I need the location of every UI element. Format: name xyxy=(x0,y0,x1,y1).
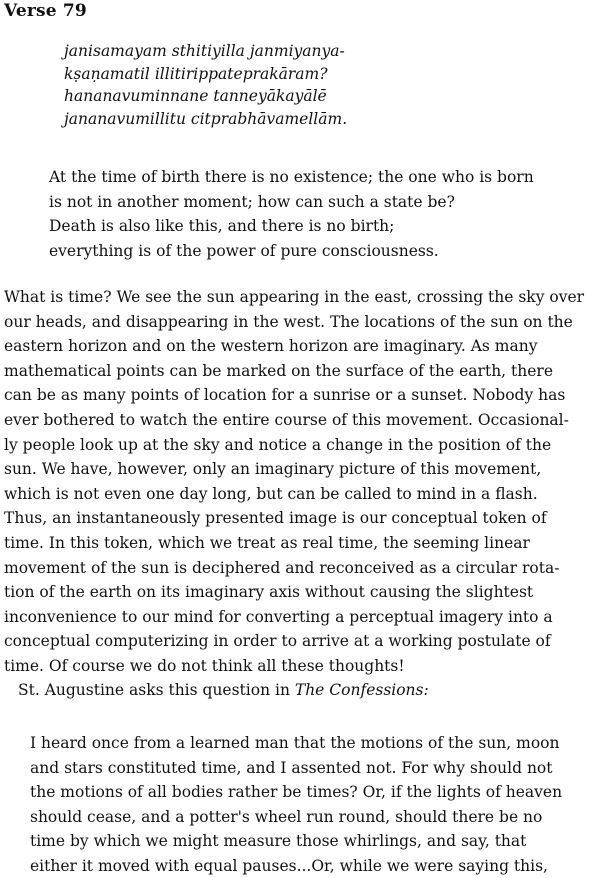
quote-line: either it moved with equal pauses...Or, while we were saying this, xyxy=(30,854,596,878)
block-quote xyxy=(30,731,596,878)
commentary-paragraph xyxy=(4,285,596,679)
commentary-line: ever bothered to watch the entire course of this movement. Occasional- xyxy=(4,408,596,433)
commentary-line: time. In this token, which we treat as real time, the seeming linear xyxy=(4,531,596,556)
translation-line: Death is also like this, and there is no birth; xyxy=(49,214,594,239)
commentary-line: eastern horizon and on the western horizon are imaginary. As many xyxy=(4,334,596,359)
commentary-line: ly people look up at the sky and notice a change in the position of the xyxy=(4,433,596,458)
verse-line: hananavuminnane tanneyākayālē xyxy=(64,85,347,108)
commentary-line: our heads, and disappearing in the west. The locations of the sun on the xyxy=(4,310,596,335)
augustine-intro xyxy=(18,678,429,702)
commentary-line: can be as many points of location for a sunrise or a sunset. Nobody has xyxy=(4,383,596,408)
translation-line: is not in another moment; how can such a state be? xyxy=(49,190,594,215)
verse-line: kṣaṇamatil illitirippateprakāram? xyxy=(64,63,347,86)
commentary-line: mathematical points can be marked on the surface of the earth, there xyxy=(4,359,596,384)
book-title: The Confessions: xyxy=(295,681,429,699)
commentary-line: sun. We have, however, only an imaginary picture of this movement, xyxy=(4,457,596,482)
commentary-line: movement of the sun is deciphered and reconceived as a circular rota- xyxy=(4,556,596,581)
translation-line: everything is of the power of pure consciousness. xyxy=(49,239,594,264)
quote-line: time by which we might measure those whirlings, and say, that xyxy=(30,829,596,854)
verse-line: janisamayam sthitiyilla janmiyanya- xyxy=(64,40,347,63)
quote-line: and stars constituted time, and I assented not. For why should not xyxy=(30,756,596,781)
commentary-line: Thus, an instantaneously presented image is our conceptual token of xyxy=(4,506,596,531)
commentary-line: which is not even one day long, but can be called to mind in a flash. xyxy=(4,482,596,507)
verse-translation xyxy=(49,165,594,263)
augustine-intro-text: St. Augustine asks this question in xyxy=(18,681,295,699)
commentary-line: time. Of course we do not think all these thoughts! xyxy=(4,654,596,679)
commentary-line: What is time? We see the sun appearing in the east, crossing the sky over xyxy=(4,285,596,310)
verse-transliteration xyxy=(64,40,347,130)
commentary-line: conceptual computerizing in order to arrive at a working postulate of xyxy=(4,629,596,654)
quote-line: the motions of all bodies rather be times? Or, if the lights of heaven xyxy=(30,780,596,805)
verse-line: jananavumillitu citprabhāvamellām. xyxy=(64,108,347,131)
translation-line: At the time of birth there is no existence; the one who is born xyxy=(49,165,594,190)
commentary-line: inconvenience to our mind for converting a perceptual imagery into a xyxy=(4,605,596,630)
verse-heading: Verse 79 xyxy=(4,1,87,21)
commentary-line: tion of the earth on its imaginary axis without causing the slightest xyxy=(4,580,596,605)
quote-line: should cease, and a potter's wheel run round, should there be no xyxy=(30,805,596,830)
quote-line: I heard once from a learned man that the motions of the sun, moon xyxy=(30,731,596,756)
